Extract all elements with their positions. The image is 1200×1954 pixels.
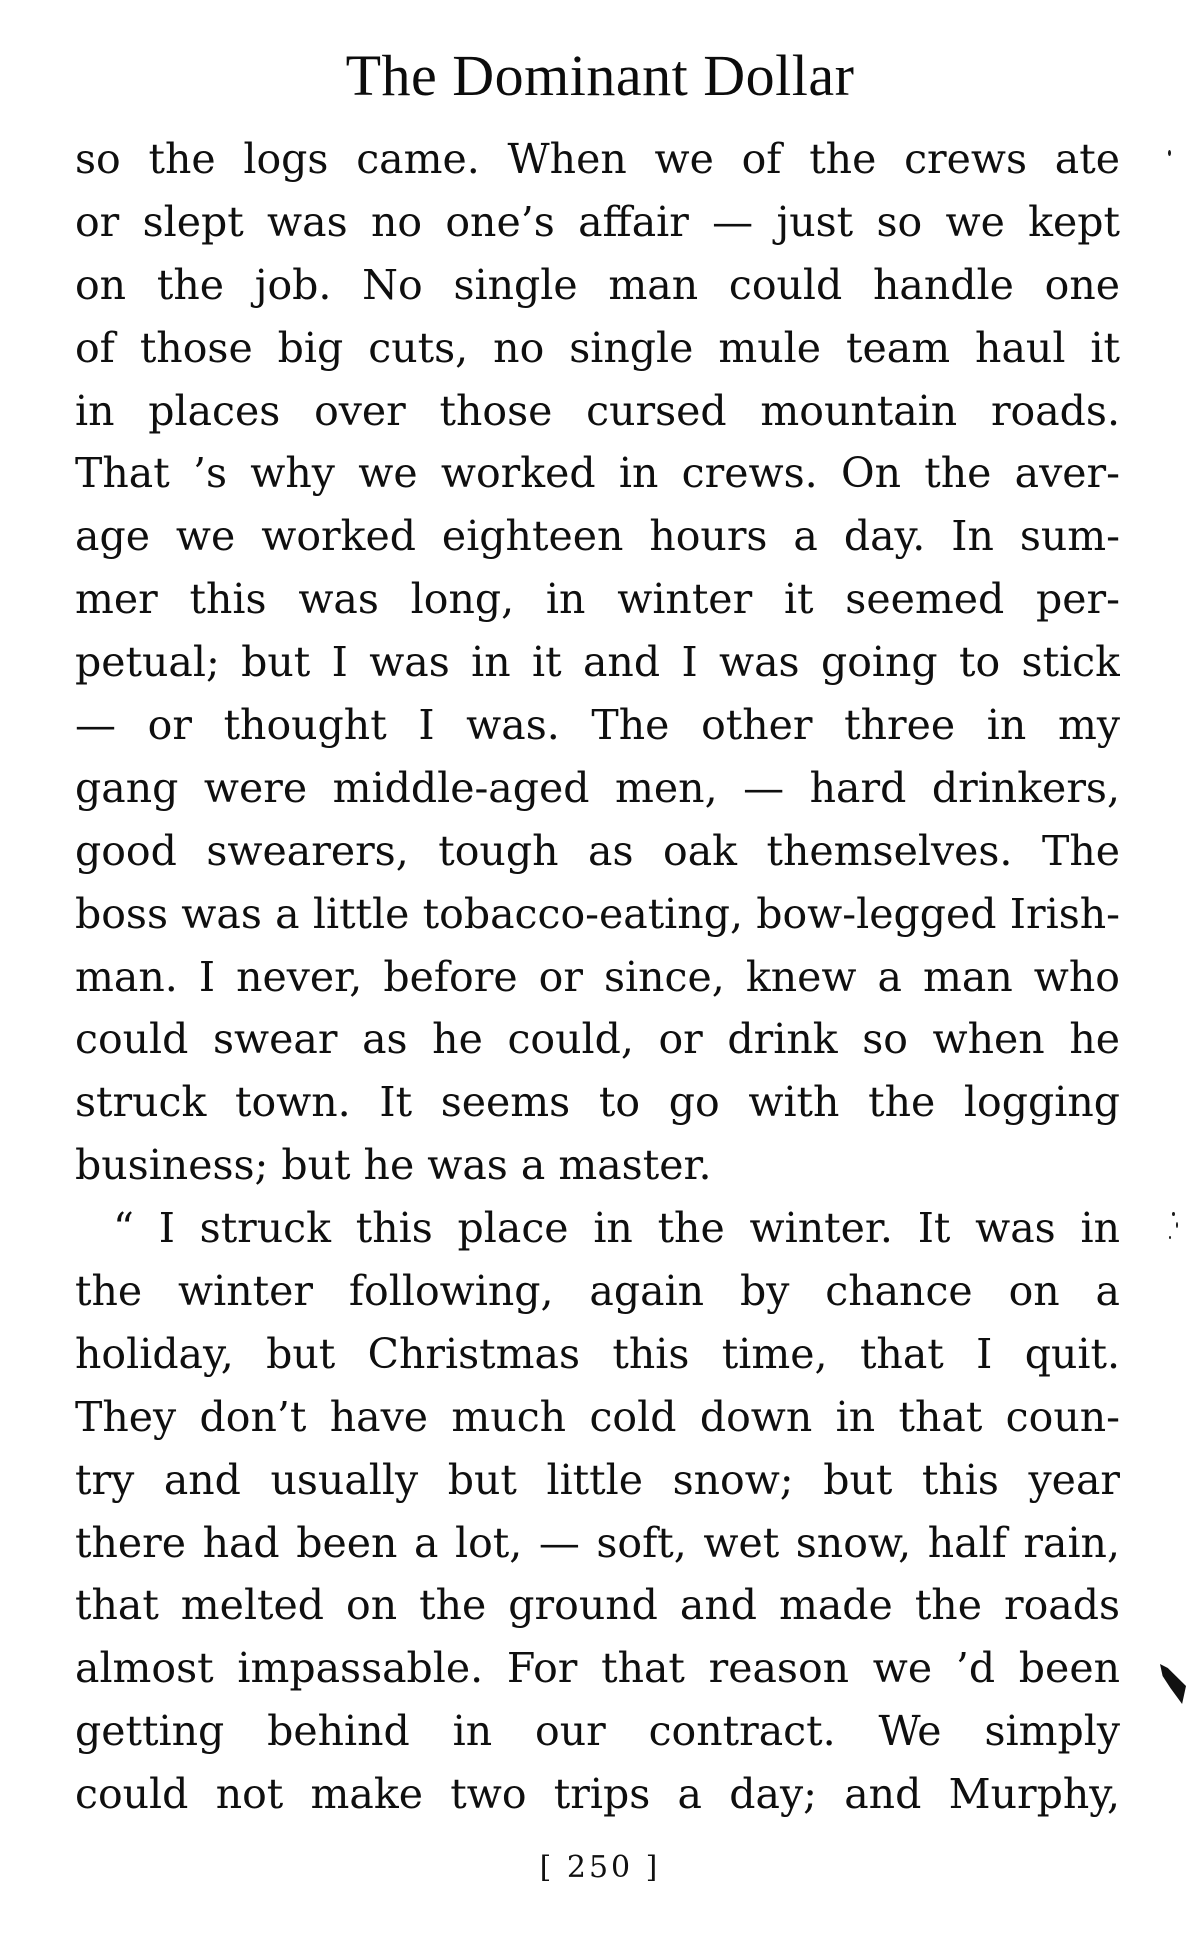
text-line: That ’s why we worked in crews. On the aver- [75, 449, 1120, 498]
text-line: could not make two trips a day; and Murphy, [75, 1770, 1120, 1819]
text-line: mer this was long, in winter it seemed per- [75, 575, 1120, 624]
text-line: try and usually but little snow; but this year [75, 1455, 1120, 1504]
text-line: or slept was no one’s affair — just so we kept [75, 197, 1120, 246]
text-line: getting behind in our contract. We simply [75, 1707, 1120, 1756]
text-line: could swear as he could, or drink so when he [75, 1015, 1120, 1064]
scan-smudge [1160, 1664, 1186, 1704]
text-line: good swearers, tough as oak themselves. The [75, 826, 1120, 875]
scan-speck [1168, 150, 1171, 156]
text-line: They don’t have much cold down in that coun- [75, 1392, 1120, 1441]
text-line: holiday, but Christmas this time, that I quit. [75, 1329, 1120, 1378]
text-line: on the job. No single man could handle one [75, 260, 1120, 309]
text-line: — or thought I was. The other three in my [75, 701, 1120, 750]
paragraph-start-line: “ I struck this place in the winter. It was in [113, 1204, 1120, 1253]
text-line: in places over those cursed mountain roads. [75, 386, 1120, 435]
text-line: almost impassable. For that reason we ’d been [75, 1644, 1120, 1693]
text-line: struck town. It seems to go with the logging [75, 1078, 1120, 1127]
text-line: so the logs came. When we of the crews ate [75, 135, 1120, 183]
text-line: there had been a lot, — soft, wet snow, half rain, [75, 1518, 1120, 1567]
page-number: [ 250 ] [539, 1850, 661, 1885]
scan-speck [1172, 1212, 1175, 1216]
scan-speck [1169, 1236, 1171, 1239]
text-line: that melted on the ground and made the roads [75, 1581, 1120, 1630]
text-line: age we worked eighteen hours a day. In sum- [75, 512, 1120, 561]
scan-speck [1176, 1222, 1178, 1228]
text-line: petual; but I was in it and I was going to stick [75, 638, 1120, 687]
paragraph-end-line: business; but he was a master. [75, 1141, 712, 1190]
text-line: man. I never, before or since, knew a man who [75, 952, 1120, 1001]
text-line: of those big cuts, no single mule team haul it [75, 323, 1120, 372]
body-text [75, 128, 1120, 1826]
text-line: the winter following, again by chance on a [75, 1267, 1120, 1316]
text-line: gang were middle-aged men, — hard drinkers, [75, 763, 1120, 812]
text-line: boss was a little tobacco-eating, bow-legged Irish- [75, 889, 1120, 938]
running-head: The Dominant Dollar [345, 43, 855, 108]
